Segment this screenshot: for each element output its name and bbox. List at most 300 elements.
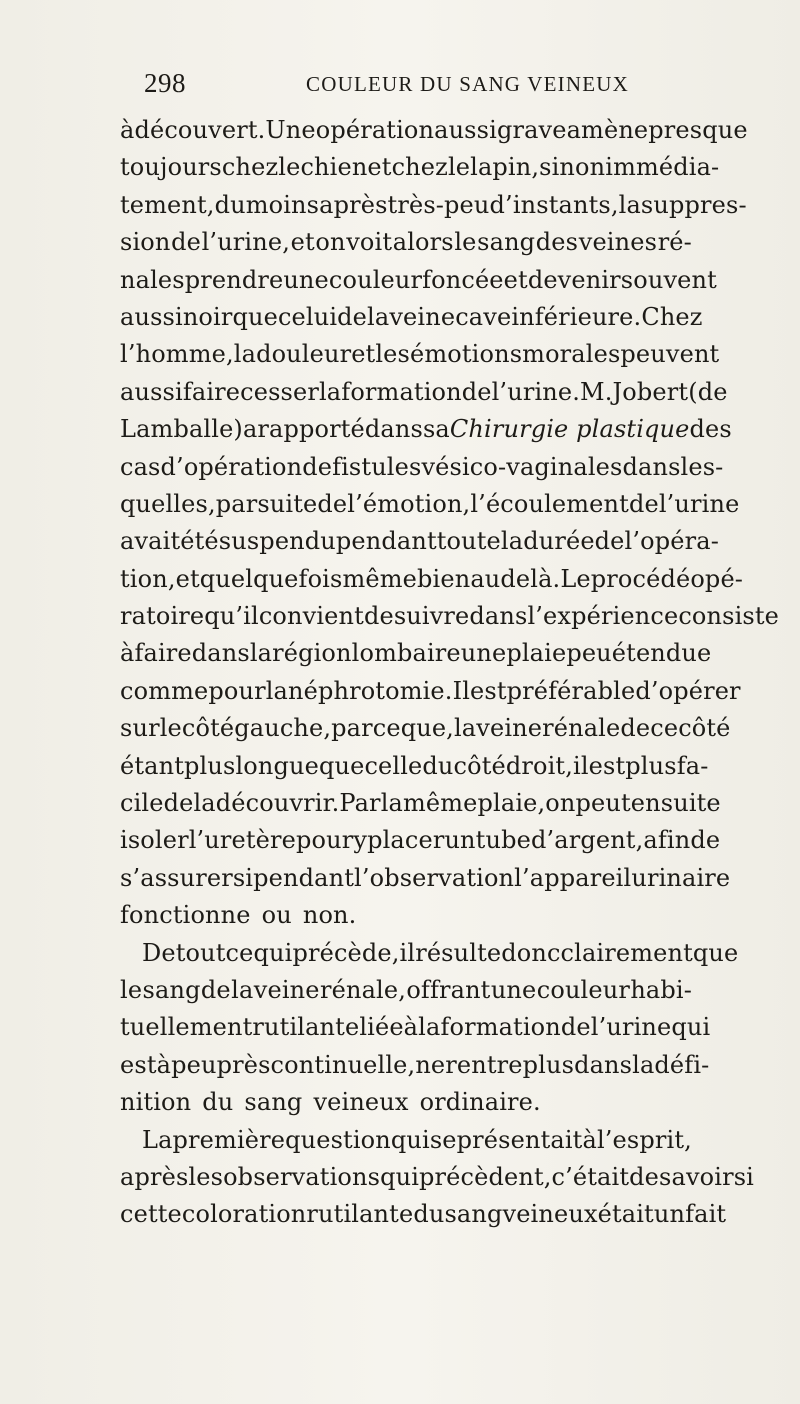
word: cave <box>455 302 512 331</box>
word: veine <box>476 714 543 743</box>
word: et <box>290 228 315 257</box>
word: veine <box>253 975 320 1004</box>
word: présentait <box>456 1125 583 1154</box>
word: aussi <box>120 302 183 331</box>
word: Lamballe) <box>120 415 243 444</box>
word: de <box>461 377 492 406</box>
word: à <box>120 639 135 668</box>
word: ne <box>415 1050 446 1079</box>
text-line <box>120 449 724 486</box>
word: de <box>171 228 201 257</box>
word: celui <box>277 302 338 331</box>
word: à <box>403 1013 419 1042</box>
text-line <box>120 149 720 186</box>
word: formation <box>341 377 462 406</box>
text-line <box>120 1047 710 1084</box>
word: plus <box>184 751 236 780</box>
word: tuellement <box>120 1013 253 1042</box>
word: alors <box>392 228 454 257</box>
word: région <box>272 639 352 668</box>
word: durée <box>523 527 595 556</box>
word: rentre <box>445 1050 523 1079</box>
word: peu <box>566 639 612 668</box>
word: coloration <box>181 1200 307 1229</box>
word: immédia- <box>605 153 720 182</box>
word: l’observation <box>354 863 515 892</box>
word: Le <box>560 564 591 593</box>
word: la <box>618 190 641 219</box>
word: à <box>120 116 135 144</box>
word: plaie, <box>477 789 546 818</box>
word: longue <box>235 751 319 780</box>
word: plus <box>522 1050 575 1079</box>
word: ensuite <box>630 789 721 818</box>
text-line <box>120 411 732 448</box>
word: l’écoulement <box>470 489 629 518</box>
word: précèdent, <box>419 1162 552 1191</box>
word: parce <box>331 714 401 743</box>
italic-title: Chirurgie plastique <box>449 415 690 444</box>
word: sang <box>244 1088 303 1117</box>
word: l’urine, <box>201 228 290 257</box>
word: avait <box>120 527 181 556</box>
word: de <box>690 826 721 855</box>
word: chien <box>300 153 368 182</box>
text-line <box>120 523 719 560</box>
word: l’expérience <box>527 602 679 631</box>
text-line <box>120 710 731 747</box>
word: chez <box>221 153 279 182</box>
word: Il <box>452 676 471 705</box>
text-line <box>120 1084 692 1121</box>
text-line <box>120 187 747 224</box>
word: procédé <box>590 564 691 593</box>
word: couleur <box>536 975 630 1004</box>
word: peut <box>575 789 631 818</box>
word <box>450 411 690 448</box>
word: toute <box>436 527 501 556</box>
word: sang <box>444 1200 503 1229</box>
word: la <box>233 340 257 369</box>
word: Chez <box>641 302 703 331</box>
word: l’homme, <box>120 340 234 369</box>
word: gauche, <box>234 714 332 743</box>
word: résulte <box>415 938 502 967</box>
word: première <box>172 1125 286 1154</box>
word: même <box>342 564 417 593</box>
word: consiste <box>678 602 780 631</box>
word: faire <box>182 377 241 406</box>
body-text <box>120 112 780 1234</box>
page-number: 298 <box>144 68 186 98</box>
word: l’émotion, <box>347 489 471 518</box>
word: de <box>594 527 625 556</box>
word: défi- <box>654 1050 710 1079</box>
word: aussi <box>120 377 183 406</box>
word: noir <box>182 302 233 331</box>
word: de <box>163 789 194 818</box>
word: souvent <box>620 265 717 294</box>
word: après <box>319 190 388 219</box>
word: dans <box>574 1050 633 1079</box>
word: non. <box>302 901 357 930</box>
word: tement, <box>120 190 215 219</box>
word: très-peu <box>387 190 490 219</box>
word: de <box>363 602 394 631</box>
word: qui <box>253 938 293 967</box>
word: si <box>232 863 254 892</box>
word: amène <box>566 116 649 144</box>
word: dans <box>469 602 528 631</box>
word: savoir <box>659 1162 734 1191</box>
word: fa- <box>676 751 709 780</box>
word: que <box>232 302 278 331</box>
word: la <box>249 639 273 668</box>
word: préférable <box>506 676 636 705</box>
word: ce <box>650 714 679 743</box>
word: de <box>302 452 333 481</box>
word: est <box>588 751 626 780</box>
word: presque <box>648 116 748 144</box>
text-line <box>120 1159 754 1196</box>
word: précède, <box>292 938 400 967</box>
word: peu <box>171 1050 217 1079</box>
word: clairement <box>560 938 693 967</box>
word: formation <box>440 1013 561 1042</box>
word: les- <box>680 452 724 481</box>
word: le <box>120 975 143 1004</box>
word: vésico-vaginales <box>421 452 623 481</box>
word: suivre <box>393 602 470 631</box>
word: et <box>175 564 200 593</box>
word: dans <box>364 415 423 444</box>
text-line <box>120 262 717 299</box>
word: opération <box>315 116 435 144</box>
word: prendre <box>184 265 284 294</box>
text-line <box>120 972 692 1009</box>
word: l’esprit, <box>596 1125 692 1154</box>
word: De <box>142 938 176 967</box>
word: la <box>265 676 288 705</box>
word: que, <box>400 714 454 743</box>
text-line <box>120 112 748 149</box>
word: la <box>318 377 342 406</box>
word: Jobert <box>612 377 689 406</box>
word: quelquefois <box>199 564 343 593</box>
word: la <box>453 714 477 743</box>
word: la <box>418 1013 441 1042</box>
word: le <box>447 153 471 182</box>
word: donc <box>501 938 561 967</box>
word: pour <box>208 676 266 705</box>
word: bien <box>417 564 471 593</box>
word: du <box>413 1200 445 1229</box>
word: les <box>188 1162 224 1191</box>
word: s’assurer <box>120 863 233 892</box>
text-line <box>120 860 731 897</box>
word: des <box>689 415 732 444</box>
word: sion <box>120 228 171 257</box>
word: découvrir. <box>215 789 340 818</box>
word: la <box>500 527 524 556</box>
word: M. <box>580 377 613 406</box>
word: veineux <box>313 1088 409 1117</box>
word: à <box>582 1125 597 1154</box>
word: voit <box>346 228 393 257</box>
word: pour <box>296 826 354 855</box>
word: et <box>503 265 528 294</box>
word: devenir <box>527 265 621 294</box>
word: comme <box>120 676 209 705</box>
text-line <box>120 486 740 523</box>
word: (de <box>688 377 728 406</box>
word: urinaire <box>631 863 731 892</box>
word: d’instants, <box>489 190 619 219</box>
word: côté <box>678 714 731 743</box>
word: étendue <box>611 639 712 668</box>
word: opé- <box>690 564 744 593</box>
word: l’opéra- <box>624 527 719 556</box>
word: dans <box>191 639 250 668</box>
running-title: COULEUR DU SANG VEINEUX <box>306 72 629 96</box>
word: qu’il <box>204 602 259 631</box>
word: que <box>318 751 365 780</box>
word: c’était <box>551 1162 630 1191</box>
text-line <box>120 1196 727 1233</box>
page-header <box>124 68 680 104</box>
text-line <box>120 785 721 822</box>
text-line <box>120 935 739 972</box>
word: les <box>375 340 411 369</box>
word: La <box>142 1125 173 1154</box>
text-line <box>120 299 703 336</box>
word: des <box>535 228 579 257</box>
word: et <box>367 153 392 182</box>
word: côté <box>181 714 235 743</box>
word: celle <box>364 751 423 780</box>
word: fistules <box>332 452 422 481</box>
word: sinon <box>539 153 606 182</box>
word: moins <box>245 190 320 219</box>
word: convient <box>258 602 364 631</box>
word: que <box>692 938 739 967</box>
word: se <box>429 1125 457 1154</box>
word: tout <box>175 938 226 967</box>
word: suite <box>257 489 318 518</box>
word: de <box>337 302 368 331</box>
word: un <box>444 826 476 855</box>
word: par <box>215 489 258 518</box>
word: la <box>380 789 403 818</box>
word: est <box>120 1050 157 1079</box>
word: rénale <box>542 714 621 743</box>
word: chez <box>391 153 448 182</box>
word: sa <box>422 415 450 444</box>
word: de <box>628 489 659 518</box>
word: quelles, <box>120 489 216 518</box>
word: de <box>560 1013 591 1042</box>
word: après <box>120 1162 189 1191</box>
word: grave <box>496 116 567 144</box>
word: delà. <box>500 564 561 593</box>
word: si <box>733 1162 754 1191</box>
word: continuelle, <box>270 1050 416 1079</box>
text-line <box>120 748 709 785</box>
word: afin <box>643 826 691 855</box>
word: cile <box>120 789 164 818</box>
word: une <box>283 265 329 294</box>
word: a <box>242 415 258 444</box>
word: du <box>202 1088 234 1117</box>
word: du <box>214 190 246 219</box>
word: rutilante <box>306 1200 414 1229</box>
word: le <box>454 228 477 257</box>
word: on <box>315 228 346 257</box>
word: de <box>317 489 348 518</box>
text-line <box>120 822 721 859</box>
word: de <box>629 1162 660 1191</box>
word: été <box>180 527 219 556</box>
text-line <box>120 897 692 934</box>
word: d’argent, <box>530 826 644 855</box>
word: un <box>653 1200 686 1229</box>
word: droit, <box>505 751 573 780</box>
text-line <box>120 1009 711 1046</box>
word: émotions <box>410 340 523 369</box>
word: d’opérer <box>635 676 741 705</box>
word: la <box>367 302 390 331</box>
word: pendant <box>253 863 354 892</box>
word: d’opération <box>160 452 303 481</box>
word: qui <box>390 1125 430 1154</box>
word: Par <box>339 789 381 818</box>
word: question <box>285 1125 391 1154</box>
word: sur <box>120 714 160 743</box>
word: offrant <box>406 975 491 1004</box>
word: il <box>573 751 589 780</box>
word: lombaire <box>351 639 461 668</box>
word: nition <box>120 1088 192 1117</box>
word: y <box>353 826 368 855</box>
text-line <box>120 374 728 411</box>
word: isoler <box>120 826 189 855</box>
word: cas <box>120 452 161 481</box>
word: le <box>278 153 301 182</box>
word: sang <box>477 228 536 257</box>
word: veineux <box>502 1200 598 1229</box>
word: placer <box>367 826 445 855</box>
word: découvert. <box>134 116 266 144</box>
word: Une <box>265 116 316 144</box>
word: qui <box>380 1162 420 1191</box>
text-line <box>120 635 712 672</box>
word: ce <box>225 938 254 967</box>
word: au <box>470 564 501 593</box>
word: inférieure. <box>511 302 642 331</box>
word: lapin, <box>470 153 540 182</box>
word: et <box>351 340 376 369</box>
word: l’urine. <box>491 377 581 406</box>
word: de <box>200 975 231 1004</box>
text-line <box>120 336 720 373</box>
word: on <box>545 789 576 818</box>
word: pendant <box>335 527 437 556</box>
word: du <box>422 751 454 780</box>
word: foncée <box>422 265 504 294</box>
word: plaie <box>506 639 567 668</box>
text-line <box>120 1122 692 1159</box>
word: suspendu <box>218 527 336 556</box>
word: dans <box>622 452 681 481</box>
word: l’urine <box>590 1013 672 1042</box>
word: nales <box>120 265 185 294</box>
word: liée <box>359 1013 404 1042</box>
word: la <box>632 1050 655 1079</box>
word: néphrotomie. <box>288 676 453 705</box>
word: qui <box>671 1013 711 1042</box>
word: peuvent <box>620 340 720 369</box>
word: couleur <box>328 265 423 294</box>
word: douleur <box>256 340 352 369</box>
word: tion, <box>120 564 176 593</box>
word: ordinaire. <box>419 1088 541 1117</box>
word: toujours <box>120 153 222 182</box>
word: de <box>620 714 651 743</box>
word: le <box>159 714 182 743</box>
word: suppres- <box>640 190 747 219</box>
word: plus <box>625 751 677 780</box>
word: cette <box>120 1200 182 1229</box>
word: faire <box>134 639 192 668</box>
word: habi- <box>630 975 692 1004</box>
word: ratoire <box>120 602 205 631</box>
word: rénale, <box>319 975 406 1004</box>
word: veines <box>578 228 658 257</box>
word: la <box>193 789 216 818</box>
text-line <box>120 561 744 598</box>
word: aussi <box>434 116 497 144</box>
text-line <box>120 673 741 710</box>
word: côté <box>453 751 506 780</box>
word: sang <box>142 975 201 1004</box>
word: ou <box>261 901 292 930</box>
text-line <box>120 224 692 261</box>
word: la <box>231 975 254 1004</box>
word: fait <box>685 1200 727 1229</box>
word: est <box>470 676 507 705</box>
word: près <box>216 1050 271 1079</box>
word: morales <box>522 340 621 369</box>
word: ré- <box>657 228 692 257</box>
word: une <box>490 975 537 1004</box>
word: tube <box>475 826 531 855</box>
word: l’uretère <box>188 826 297 855</box>
word: il <box>399 938 416 967</box>
word: une <box>460 639 507 668</box>
word: observations <box>223 1162 381 1191</box>
word: étant <box>120 751 185 780</box>
word: rutilante <box>252 1013 360 1042</box>
word: cesser <box>240 377 319 406</box>
word: à <box>156 1050 172 1079</box>
word: veine <box>389 302 456 331</box>
word: même <box>402 789 478 818</box>
word: fonctionne <box>120 901 251 930</box>
word: l’urine <box>658 489 740 518</box>
word: était <box>597 1200 654 1229</box>
word: l’appareil <box>514 863 632 892</box>
word: rapporté <box>257 415 365 444</box>
